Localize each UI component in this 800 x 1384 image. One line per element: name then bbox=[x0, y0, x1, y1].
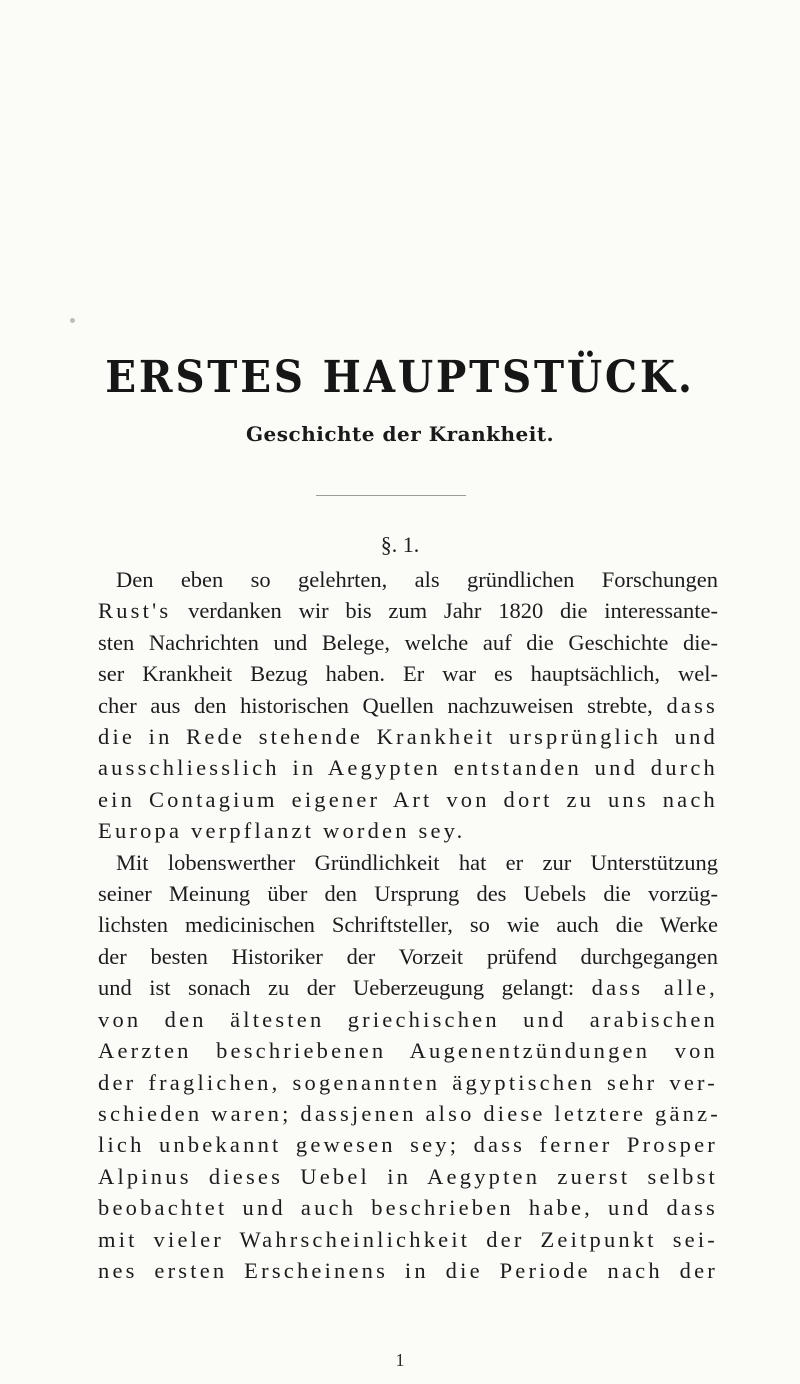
text-line: beobachtet und auch beschrieben habe, und dass bbox=[98, 1195, 718, 1221]
text-line: Mit lobenswerther Gründlichkeit hat er zur Unterstützung bbox=[116, 849, 718, 875]
text-line: Alpinus dieses Uebel in Aegypten zuerst selbst bbox=[98, 1163, 718, 1189]
text-line: ein Contagium eigener Art von dort zu uns nach bbox=[98, 786, 718, 812]
text-line: Aerzten beschriebenen Augenentzündungen von bbox=[98, 1038, 718, 1064]
text-line: und ist sonach zu der Ueberzeugung gelangt: dass alle, bbox=[98, 975, 718, 1001]
text-line: Europa verpflanzt worden sey. bbox=[98, 818, 466, 844]
text-line: seiner Meinung über den Ursprung des Uebels die vorzüg- bbox=[98, 881, 718, 907]
text-line: lich unbekannt gewesen sey; dass ferner Prosper bbox=[98, 1132, 718, 1158]
body-text bbox=[98, 564, 721, 1286]
divider-rule bbox=[316, 495, 466, 496]
text-line: ausschliesslich in Aegypten entstanden und durch bbox=[98, 755, 718, 781]
text-line: der fraglichen, sogenannten ägyptischen sehr ver- bbox=[98, 1069, 718, 1095]
paper-speck bbox=[70, 318, 75, 323]
text-line: lichsten medicinischen Schriftsteller, so wie auch die Werke bbox=[98, 912, 718, 938]
text-line: nes ersten Erscheinens in die Periode nach der bbox=[98, 1257, 718, 1283]
text-line: Rust's verdanken wir bis zum Jahr 1820 die interessante- bbox=[98, 598, 718, 624]
text-line: sten Nachrichten und Belege, welche auf die Geschichte die- bbox=[98, 629, 718, 655]
text-line: Den eben so gelehrten, als gründlichen Forschungen bbox=[116, 567, 718, 592]
text-line: schieden waren; dassjenen also diese letztere gänz- bbox=[98, 1100, 721, 1126]
text-line: die in Rede stehende Krankheit ursprünglich und bbox=[98, 724, 718, 750]
chapter-subtitle: Geschichte der Krankheit. bbox=[245, 422, 555, 446]
section-heading: §. 1. bbox=[380, 532, 420, 557]
text-line: der besten Historiker der Vorzeit prüfend durchgegangen bbox=[98, 943, 718, 969]
chapter-title: ERSTES HAUPTSTÜCK. bbox=[105, 352, 695, 403]
text-line: von den ältesten griechischen und arabischen bbox=[98, 1006, 718, 1032]
text-line: mit vieler Wahrscheinlichkeit der Zeitpunkt sei- bbox=[98, 1226, 718, 1252]
page-number: 1 bbox=[395, 1350, 405, 1370]
text-line: ser Krankheit Bezug haben. Er war es hauptsächlich, wel- bbox=[98, 661, 718, 687]
text-line: cher aus den historischen Quellen nachzuweisen strebte, dass bbox=[98, 692, 718, 718]
